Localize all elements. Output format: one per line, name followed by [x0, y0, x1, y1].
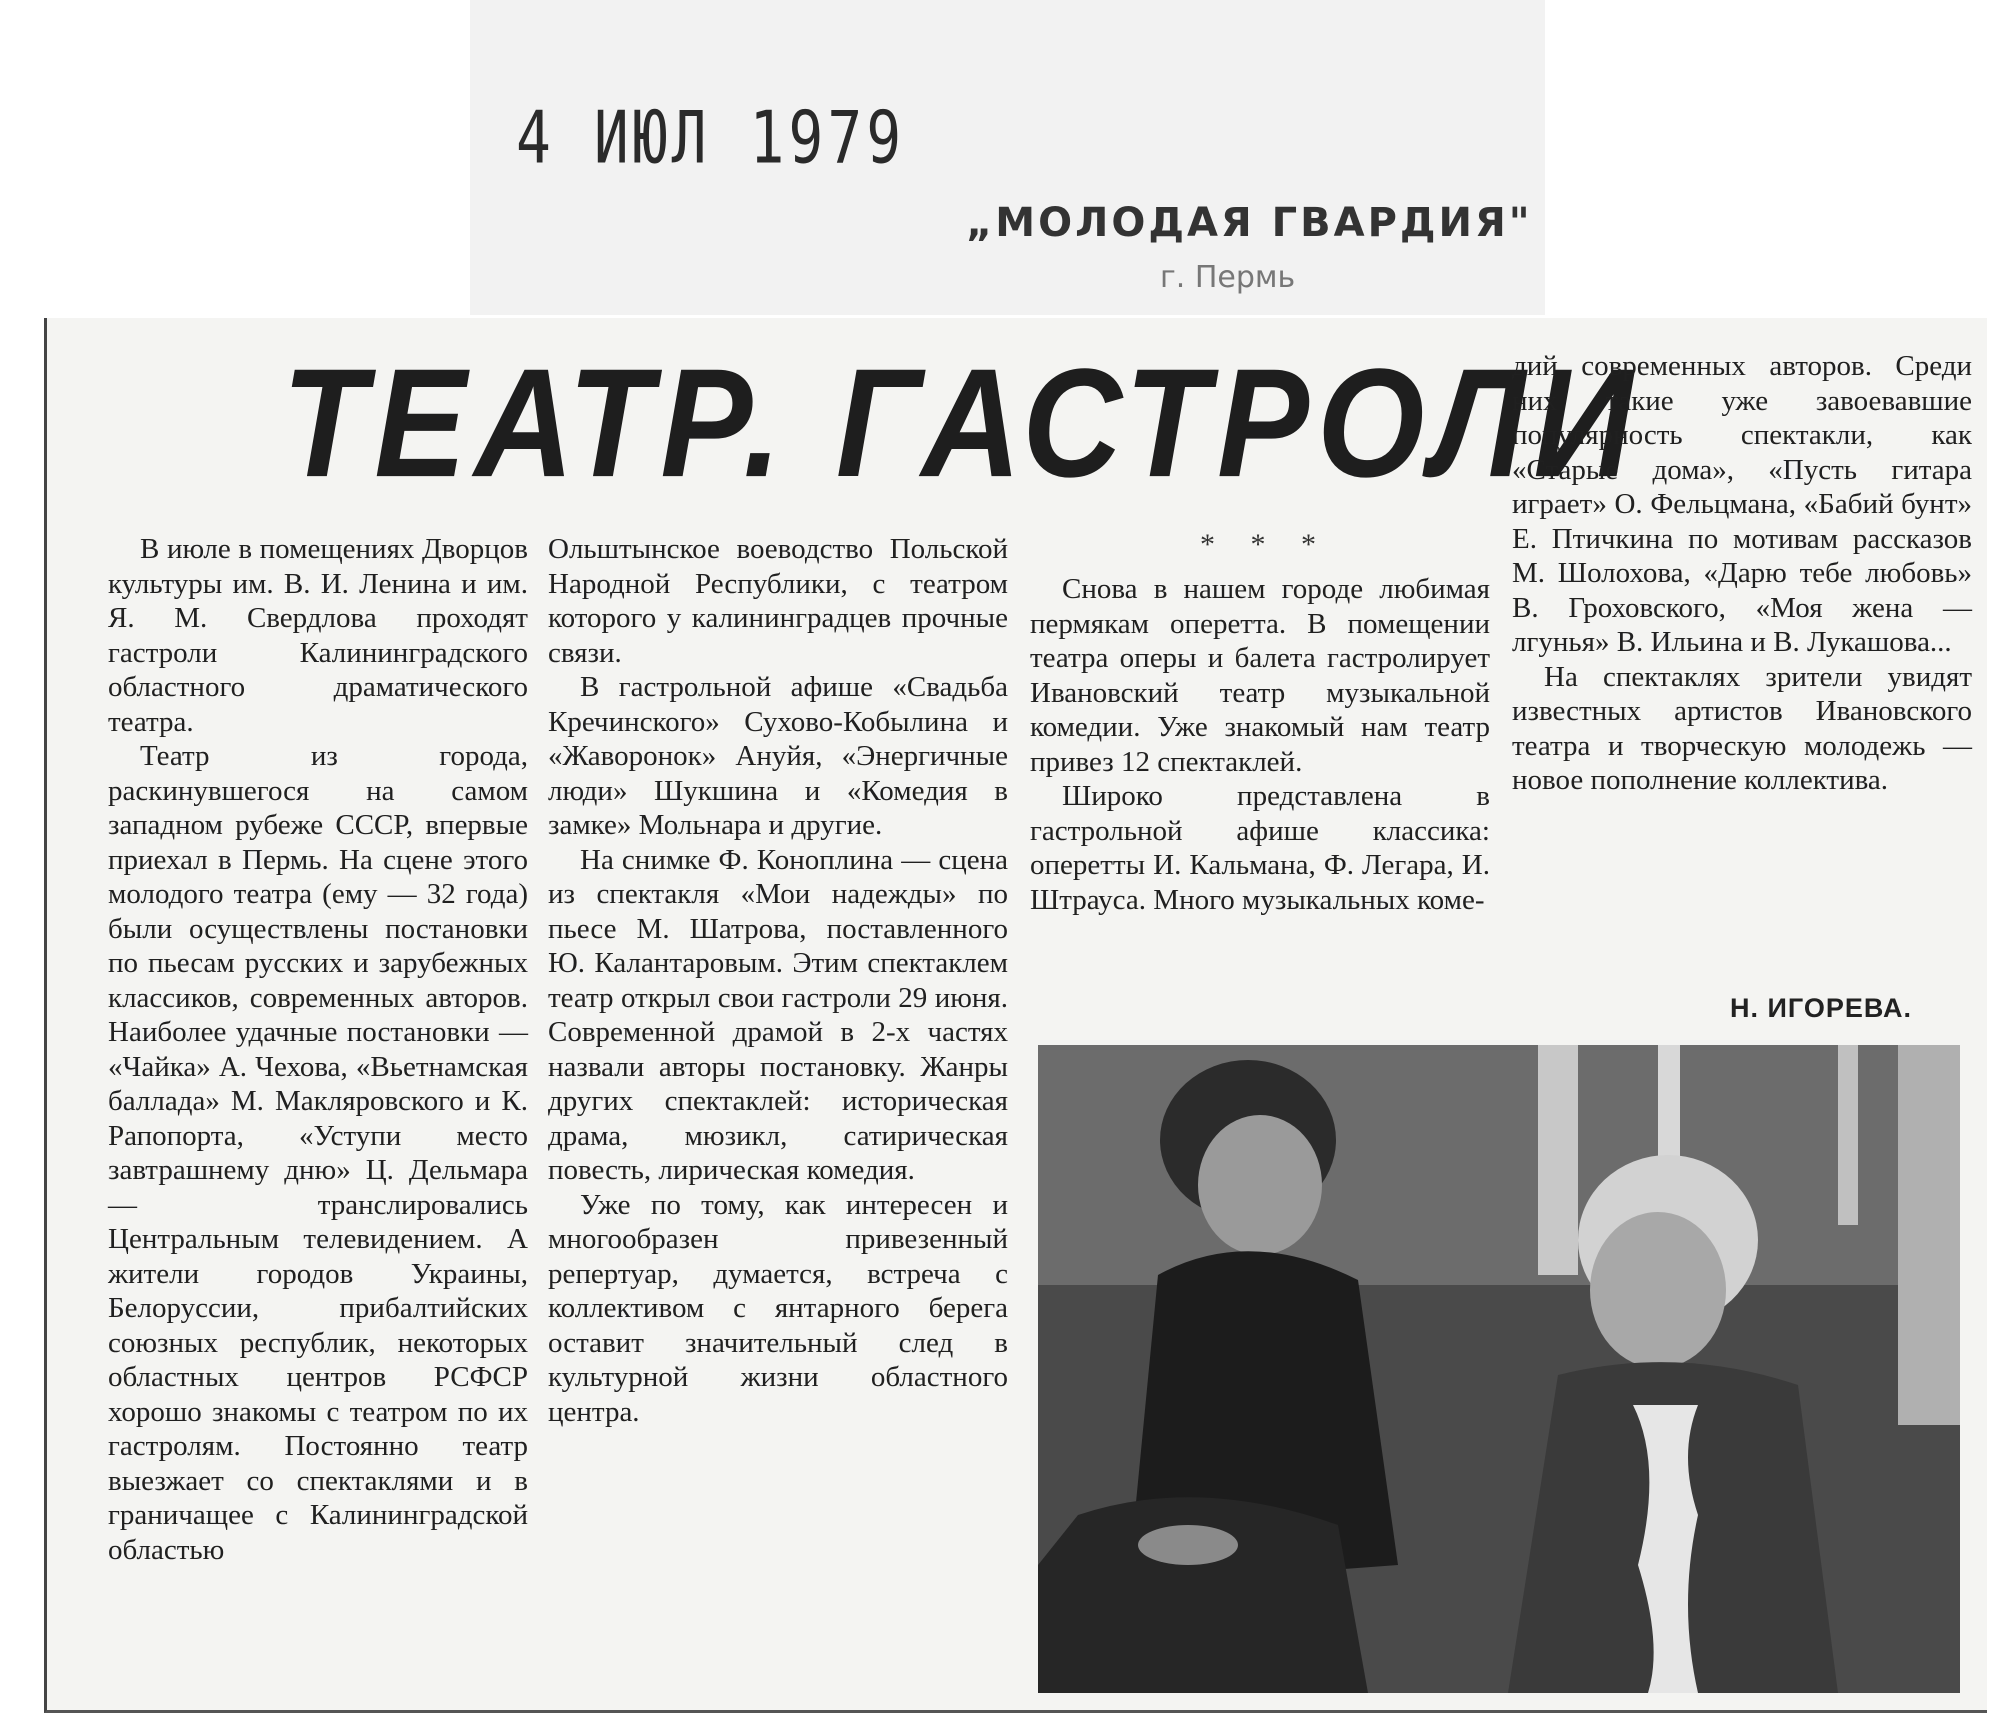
article-column-4 [1512, 349, 1972, 798]
paragraph: На спектаклях зрители увидят известных артистов Ивановского театра и творческую молодежь — новое пополнение коллектива. [1512, 660, 1972, 796]
stamp-date: 4 ИЮЛ 1979 [516, 95, 906, 180]
paragraph: Ольштынское воеводство Польской Народной Республики, с театром которого у калининградцев прочные связи. [548, 533, 1008, 669]
article-column-1 [108, 532, 528, 1567]
paragraph: Снова в нашем городе любимая пермякам оперетта. В помещении театра оперы и балета гастролирует Ивановский театр музыкальной комедии. Уже знакомый нам театр привез 12 спектаклей. [1030, 573, 1490, 778]
stamp-newspaper-name: „МОЛОДАЯ ГВАРДИЯ" [966, 200, 1533, 246]
article-author: Н. ИГОРЕВА. [1730, 993, 1913, 1023]
paragraph: В гастрольной афише «Свадьба Кречинского» Сухово-Кобылина и «Жаворонок» Ануйя, «Энергичные люди» Шукшина и «Комедия в замке» Мольнара и другие. [548, 671, 1008, 841]
paragraph: В июле в помещениях Дворцов культуры им. В. И. Ленина и им. Я. М. Свердлова проходят гастроли Калининградского областного драматического театра. [108, 533, 528, 738]
paragraph: Театр из города, раскинувшегося на самом западном рубеже СССР, впервые приехал в Пермь. На сцене этого молодого театра (ему — 32 года) были осуществлены постановки по пьесам русских и зарубежных классиков, современных авторов. Наиболее удачные постановки — «Чайка» А. Чехова, «Вьетнамская баллада» М. Макляровского и К. Рапопорта, «Уступи место завтрашнему дню» Ц. Дельмара — транслировались Центральным телевидением. А жители городов Украины, Белоруссии, прибалтийских союзных республик, некоторых областных центров РСФСР хорошо знакомы с театром по их гастролям. Постоянно театр выезжает со спектаклями и в граничащее с Калининградской областью [108, 740, 528, 1566]
theatre-scene-photo [1038, 1045, 1960, 1693]
paragraph: На снимке Ф. Коноплина — сцена из спектакля «Мои надежды» по пьесе М. Шатрова, поставленного Ю. Калантаровым. Этим спектаклем театр открыл свои гастроли 29 июня. Современной драмой в 2-х частях назвали авторы постановку. Жанры других спектаклей: историческая драма, мюзикл, сатирическая повесть, лирическая комедия. [548, 843, 1008, 1186]
article-headline: ТЕАТР. ГАСТРОЛИ [282, 337, 1641, 510]
paragraph: Уже по тому, как интересен и многообразен привезенный репертуар, думается, встреча с коллективом с янтарного берега оставит значительный след в культурной жизни областного центра. [548, 1188, 1008, 1428]
paragraph: дий современных авторов. Среди них такие уже завоевавшие популярность спектакли, как «Старые дома», «Пусть гитара играет» О. Фельцмана, «Бабий бунт» Е. Птичкина по мотивам рассказов М. Шолохова, «Дарю тебе любовь» В. Гроховского, «Моя жена — лгунья» В. Ильина и В. Лукашова... [1512, 350, 1972, 658]
section-separator: * * * [1200, 528, 1330, 561]
photo-illustration [1038, 1045, 1960, 1693]
paragraph: Широко представлена в гастрольной афише классика: оперетты И. Кальмана, Ф. Легара, И. Штрауса. Много музыкальных коме- [1030, 780, 1490, 916]
article-column-3 [1030, 572, 1490, 917]
article-column-2 [548, 532, 1008, 1429]
stamp-city: г. Пермь [1160, 260, 1296, 295]
